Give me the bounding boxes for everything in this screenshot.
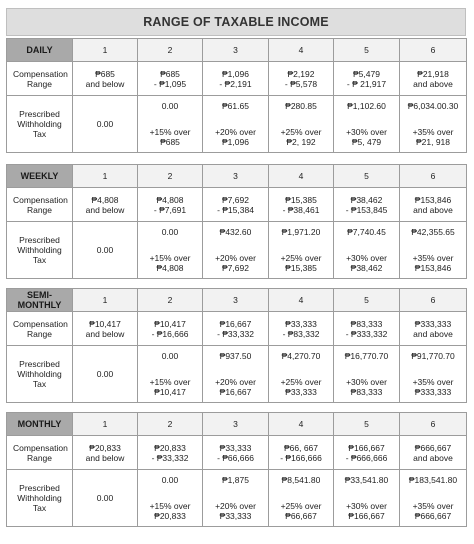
tax-formula xyxy=(400,349,466,399)
tax-threshold: ₱83,333 xyxy=(350,387,383,397)
bracket-number: 1 xyxy=(73,39,138,62)
range-end: - ₱1,095 xyxy=(153,78,187,89)
tax-formula xyxy=(138,473,202,523)
table-title: RANGE OF TAXABLE INCOME xyxy=(6,8,466,36)
range-end: - ₱153,845 xyxy=(345,204,388,215)
bracket-number: 4 xyxy=(269,289,334,312)
compensation-range-cell xyxy=(138,62,203,96)
compensation-range-label: Compensation Range xyxy=(7,436,73,470)
bracket-number: 4 xyxy=(269,39,334,62)
tax-rate-over xyxy=(400,127,466,147)
withholding-tax-cell xyxy=(203,222,269,279)
tax-threshold: ₱10,417 xyxy=(154,387,186,397)
tax-threshold: ₱166,667 xyxy=(348,511,385,521)
compensation-range-cell xyxy=(269,436,334,470)
range-start: ₱7,692 xyxy=(222,194,249,205)
tax-base-amount: 0.00 xyxy=(161,227,179,237)
tax-rate-over xyxy=(269,377,333,397)
tax-rate-over xyxy=(203,253,268,273)
tax-rate-over xyxy=(203,377,268,397)
tax-threshold: ₱4,808 xyxy=(156,263,184,273)
tax-formula xyxy=(400,473,466,523)
bracket-number: 5 xyxy=(334,39,400,62)
tax-base-amount: ₱937.50 xyxy=(219,351,252,361)
withholding-tax-cell xyxy=(334,346,400,403)
tax-rate: +35% over xyxy=(412,127,454,137)
tax-base-amount: ₱42,355.65 xyxy=(411,227,455,237)
tax-rate-over xyxy=(334,253,399,273)
tax-base-amount: ₱1,971.20 xyxy=(281,227,321,237)
withholding-tax-cell xyxy=(334,96,400,153)
tax-threshold: ₱153,846 xyxy=(414,263,452,273)
bracket-number: 5 xyxy=(334,413,400,436)
range-end: - ₱33,332 xyxy=(217,328,254,339)
tax-threshold: ₱685 xyxy=(160,137,180,147)
compensation-range-cell xyxy=(334,436,400,470)
tax-rate: +35% over xyxy=(412,253,454,263)
tax-rate-over xyxy=(400,377,466,397)
tax-rate-over xyxy=(203,501,268,521)
tax-threshold: ₱16,667 xyxy=(219,387,252,397)
withholding-tax-row xyxy=(7,346,467,403)
tax-formula xyxy=(269,349,333,399)
tax-rate-over xyxy=(269,127,333,147)
range-end: - ₱66,666 xyxy=(217,452,254,463)
tax-threshold: ₱333,333 xyxy=(414,387,452,397)
range-end: and above xyxy=(413,204,453,215)
range-start: ₱685 xyxy=(95,68,115,79)
withholding-tax-cell xyxy=(73,346,138,403)
tax-base-amount: ₱61.65 xyxy=(222,101,249,111)
tax-rate: +20% over xyxy=(215,127,256,137)
section-header-row xyxy=(7,165,467,188)
range-start: ₱1,096 xyxy=(222,68,249,79)
range-start: ₱20,833 xyxy=(154,442,186,453)
tax-rate: +30% over xyxy=(346,377,387,387)
compensation-range-cell xyxy=(400,62,467,96)
range-end: and above xyxy=(413,328,453,339)
section-semi-monthly-table xyxy=(6,288,467,403)
range-start: ₱16,667 xyxy=(219,318,252,329)
tax-rate: +25% over xyxy=(280,377,322,387)
tax-rate-over xyxy=(138,377,202,397)
tax-rate-over xyxy=(138,253,202,273)
tax-formula xyxy=(400,225,466,275)
section-daily-table xyxy=(6,38,467,153)
range-start: ₱4,808 xyxy=(91,194,119,205)
tax-base-amount: ₱33,541.80 xyxy=(344,475,389,485)
range-start: ₱666,667 xyxy=(414,442,452,453)
tax-formula xyxy=(203,99,268,149)
tax-rate: +20% over xyxy=(215,501,256,511)
compensation-row xyxy=(7,188,467,222)
tax-threshold: ₱1,096 xyxy=(222,137,249,147)
tax-threshold: ₱38,462 xyxy=(350,263,383,273)
withholding-tax-cell xyxy=(334,470,400,527)
tax-formula xyxy=(269,225,333,275)
compensation-range-cell xyxy=(138,436,203,470)
tax-base-amount: ₱91,770.70 xyxy=(411,351,455,361)
range-end: and above xyxy=(413,452,453,463)
tax-rate-over xyxy=(203,127,268,147)
tax-threshold: ₱21, 918 xyxy=(415,137,451,147)
bracket-number: 3 xyxy=(203,165,269,188)
withholding-tax-cell xyxy=(334,222,400,279)
tax-rate-over xyxy=(334,127,399,147)
bracket-number: 3 xyxy=(203,413,269,436)
tax-base-amount: ₱6,034.00.30 xyxy=(407,101,459,111)
tax-rate: +20% over xyxy=(215,377,256,387)
bracket-number: 2 xyxy=(138,165,203,188)
tax-threshold: ₱5, 479 xyxy=(351,137,382,147)
tax-base-amount: ₱1,875 xyxy=(222,475,249,485)
tax-formula xyxy=(334,225,399,275)
bracket-number: 3 xyxy=(203,289,269,312)
bracket-number: 2 xyxy=(138,289,203,312)
tax-formula xyxy=(334,473,399,523)
tax-rate: +15% over xyxy=(149,127,191,137)
compensation-range-cell xyxy=(334,312,400,346)
range-end: and above xyxy=(413,78,453,89)
tax-rate: +15% over xyxy=(149,501,191,511)
tax-rate: +35% over xyxy=(412,377,454,387)
range-end: - ₱38,461 xyxy=(282,204,320,215)
tax-base-amount: ₱432.60 xyxy=(219,227,252,237)
period-label: WEEKLY xyxy=(7,165,73,188)
withholding-tax-cell xyxy=(138,222,203,279)
range-end: - ₱666,666 xyxy=(345,452,388,463)
tax-rate: +25% over xyxy=(280,253,322,263)
tax-rate: +35% over xyxy=(412,501,454,511)
tax-rate: +20% over xyxy=(215,253,256,263)
bracket-number: 4 xyxy=(269,413,334,436)
section-header-row xyxy=(7,289,467,312)
bracket-number: 6 xyxy=(400,289,467,312)
range-start: ₱333,333 xyxy=(414,318,452,329)
range-end: - ₱16,666 xyxy=(151,328,189,339)
range-start: ₱21,918 xyxy=(417,68,449,79)
range-end: - ₱ 21,917 xyxy=(346,78,387,89)
range-end: and below xyxy=(85,78,125,89)
range-end: and below xyxy=(85,204,125,215)
prescribed-withholding-tax-label: Prescribed Withholding Tax xyxy=(7,222,73,279)
withholding-tax-cell xyxy=(400,222,467,279)
withholding-tax-cell xyxy=(138,346,203,403)
range-start: ₱685 xyxy=(160,68,180,79)
compensation-range-cell xyxy=(400,188,467,222)
range-end: - ₱33,332 xyxy=(151,452,189,463)
range-start: ₱10,417 xyxy=(154,318,186,329)
tax-formula xyxy=(138,349,202,399)
compensation-range-cell xyxy=(203,188,269,222)
range-end: - ₱5,578 xyxy=(284,78,318,89)
withholding-tax-cell xyxy=(269,470,334,527)
tax-base-amount: ₱183,541.80 xyxy=(408,475,458,485)
range-start: ₱33,333 xyxy=(285,318,317,329)
tax-formula xyxy=(334,349,399,399)
range-start: ₱83,333 xyxy=(350,318,383,329)
tax-rate: +30% over xyxy=(346,127,387,137)
tax-base-amount: 0.00 xyxy=(96,119,114,129)
withholding-tax-cell xyxy=(73,222,138,279)
compensation-range-cell xyxy=(334,62,400,96)
prescribed-withholding-tax-label: Prescribed Withholding Tax xyxy=(7,346,73,403)
bracket-number: 4 xyxy=(269,165,334,188)
withholding-tax-row xyxy=(7,96,467,153)
withholding-tax-cell xyxy=(400,96,467,153)
bracket-number: 6 xyxy=(400,413,467,436)
tax-rate: +15% over xyxy=(149,253,191,263)
compensation-row xyxy=(7,62,467,96)
compensation-row xyxy=(7,436,467,470)
withholding-tax-cell xyxy=(73,470,138,527)
compensation-range-cell xyxy=(138,312,203,346)
withholding-tax-cell xyxy=(203,96,269,153)
tax-rate-over xyxy=(400,501,466,521)
tax-rate-over xyxy=(334,377,399,397)
tax-base-amount: ₱1,102.60 xyxy=(347,101,386,111)
section-weekly-table xyxy=(6,164,467,279)
bracket-number: 2 xyxy=(138,39,203,62)
bracket-number: 1 xyxy=(73,413,138,436)
range-start: ₱153,846 xyxy=(414,194,452,205)
tax-rate-over xyxy=(138,501,202,521)
tax-threshold: ₱15,385 xyxy=(285,263,317,273)
tax-base-amount: 0.00 xyxy=(96,245,114,255)
prescribed-withholding-tax-label: Prescribed Withholding Tax xyxy=(7,470,73,527)
withholding-tax-cell xyxy=(203,470,269,527)
tax-threshold: ₱2, 192 xyxy=(286,137,316,147)
compensation-range-label: Compensation Range xyxy=(7,62,73,96)
withholding-tax-cell xyxy=(269,222,334,279)
bracket-number: 1 xyxy=(73,289,138,312)
range-end: - ₱2,191 xyxy=(219,78,252,89)
tax-threshold: ₱20,833 xyxy=(154,511,186,521)
withholding-tax-row xyxy=(7,222,467,279)
compensation-range-cell xyxy=(269,62,334,96)
compensation-range-cell xyxy=(73,188,138,222)
tax-formula xyxy=(138,225,202,275)
bracket-number: 5 xyxy=(334,165,400,188)
compensation-range-cell xyxy=(269,312,334,346)
bracket-number: 5 xyxy=(334,289,400,312)
range-start: ₱66, 667 xyxy=(283,442,319,453)
period-label: SEMI-MONTHLY xyxy=(7,289,73,312)
tax-base-amount: ₱280.85 xyxy=(285,101,317,111)
tax-rate-over xyxy=(400,253,466,273)
range-start: ₱5,479 xyxy=(353,68,380,79)
tax-base-amount: 0.00 xyxy=(96,369,114,379)
range-start: ₱38,462 xyxy=(350,194,383,205)
withholding-tax-cell xyxy=(400,470,467,527)
tax-threshold: ₱66,667 xyxy=(285,511,317,521)
tax-base-amount: 0.00 xyxy=(161,101,179,111)
range-start: ₱166,667 xyxy=(348,442,385,453)
tax-base-amount: 0.00 xyxy=(161,475,179,485)
section-header-row xyxy=(7,413,467,436)
compensation-range-cell xyxy=(203,436,269,470)
tax-threshold: ₱7,692 xyxy=(222,263,249,273)
compensation-range-cell xyxy=(400,436,467,470)
compensation-range-cell xyxy=(269,188,334,222)
tax-base-amount: ₱7,740.45 xyxy=(347,227,386,237)
tax-rate: +25% over xyxy=(280,127,322,137)
tax-rate: +30% over xyxy=(346,501,387,511)
withholding-tax-cell xyxy=(138,96,203,153)
tax-rate-over xyxy=(269,253,333,273)
compensation-row xyxy=(7,312,467,346)
tax-formula xyxy=(269,99,333,149)
tax-rate: +15% over xyxy=(149,377,191,387)
bracket-number: 2 xyxy=(138,413,203,436)
range-end: - ₱333,332 xyxy=(345,328,388,339)
range-start: ₱20,833 xyxy=(89,442,121,453)
withholding-tax-cell xyxy=(138,470,203,527)
tax-base-amount: ₱8,541.80 xyxy=(281,475,321,485)
tax-threshold: ₱33,333 xyxy=(219,511,252,521)
section-monthly-table xyxy=(6,412,467,527)
tax-threshold: ₱666,667 xyxy=(414,511,452,521)
range-end: and below xyxy=(85,328,125,339)
compensation-range-cell xyxy=(203,312,269,346)
withholding-tax-cell xyxy=(73,96,138,153)
range-start: ₱10,417 xyxy=(89,318,121,329)
range-end: - ₱7,691 xyxy=(153,204,187,215)
withholding-tax-cell xyxy=(269,346,334,403)
compensation-range-cell xyxy=(73,436,138,470)
withholding-tax-cell xyxy=(203,346,269,403)
bracket-number: 1 xyxy=(73,165,138,188)
compensation-range-cell xyxy=(334,188,400,222)
period-label: MONTHLY xyxy=(7,413,73,436)
range-end: - ₱15,384 xyxy=(217,204,254,215)
tax-formula xyxy=(203,349,268,399)
tax-rate-over xyxy=(334,501,399,521)
tax-rate-over xyxy=(269,501,333,521)
bracket-number: 6 xyxy=(400,39,467,62)
tax-formula xyxy=(138,99,202,149)
range-start: ₱4,808 xyxy=(156,194,184,205)
tax-rate: +25% over xyxy=(280,501,322,511)
withholding-tax-cell xyxy=(269,96,334,153)
compensation-range-cell xyxy=(138,188,203,222)
tax-formula xyxy=(269,473,333,523)
compensation-range-cell xyxy=(400,312,467,346)
range-end: - ₱166,666 xyxy=(280,452,322,463)
compensation-range-label: Compensation Range xyxy=(7,312,73,346)
tax-base-amount: 0.00 xyxy=(96,493,114,503)
prescribed-withholding-tax-label: Prescribed Withholding Tax xyxy=(7,96,73,153)
range-start: ₱33,333 xyxy=(219,442,252,453)
tax-formula xyxy=(400,99,466,149)
tax-formula xyxy=(334,99,399,149)
bracket-number: 3 xyxy=(203,39,269,62)
range-end: and below xyxy=(85,452,125,463)
compensation-range-cell xyxy=(73,312,138,346)
period-label: DAILY xyxy=(7,39,73,62)
tax-formula xyxy=(203,473,268,523)
bracket-number: 6 xyxy=(400,165,467,188)
range-end: - ₱83,332 xyxy=(282,328,320,339)
tax-threshold: ₱33,333 xyxy=(285,387,317,397)
tax-rate-over xyxy=(138,127,202,147)
range-start: ₱15,385 xyxy=(285,194,317,205)
compensation-range-cell xyxy=(203,62,269,96)
tax-base-amount: ₱16,770.70 xyxy=(344,351,389,361)
tax-base-amount: ₱4,270.70 xyxy=(281,351,321,361)
compensation-range-cell xyxy=(73,62,138,96)
tax-base-amount: 0.00 xyxy=(161,351,179,361)
withholding-tax-row xyxy=(7,470,467,527)
range-start: ₱2,192 xyxy=(287,68,315,79)
withholding-tax-cell xyxy=(400,346,467,403)
section-header-row xyxy=(7,39,467,62)
tax-rate: +30% over xyxy=(346,253,387,263)
tax-formula xyxy=(203,225,268,275)
compensation-range-label: Compensation Range xyxy=(7,188,73,222)
